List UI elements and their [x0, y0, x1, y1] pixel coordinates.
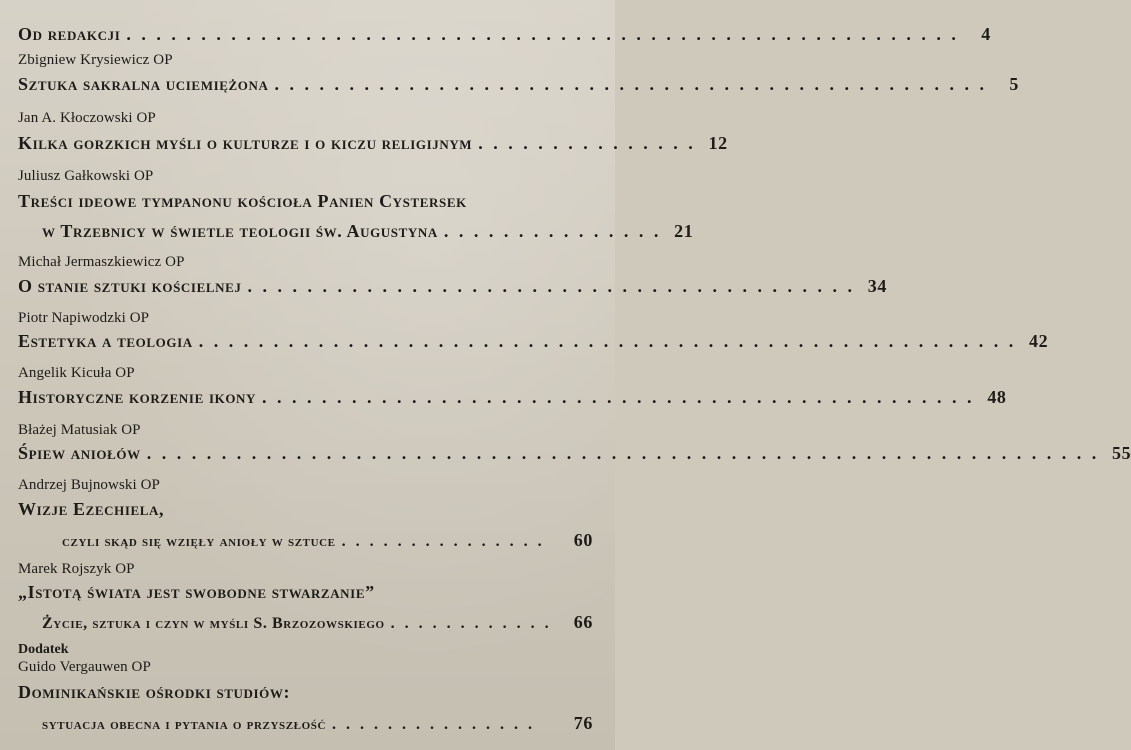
entry-title: O stanie sztuki kościelnej: [18, 276, 242, 296]
dot-leader: . . . . . . . . . . . . . . .: [443, 221, 662, 241]
entry-title: Kilka gorzkich myśli o kulturze i o kiczu religijnym: [18, 133, 473, 153]
author-name: Michał Jermaszkiewicz OP: [18, 254, 185, 270]
dot-leader: . . . . . . . . . . . . . . .: [478, 133, 696, 153]
author-name: Angelik Kicuła OP: [18, 365, 135, 381]
page-number: 5: [1009, 74, 1019, 94]
page-number: 60: [573, 530, 593, 550]
entry-title: Estetyka a teologia: [18, 331, 193, 351]
toc-entry: [18, 24, 991, 45]
toc-entry: [18, 387, 1007, 408]
author-name: Guido Vergauwen OP: [18, 659, 151, 675]
author-name: Juliusz Gałkowski OP: [18, 168, 154, 184]
author-name: Piotr Napiwodzki OP: [18, 310, 150, 326]
entry-title: Dominikańskie ośrodki studiów:: [18, 682, 291, 702]
dot-leader: . . . . . . . . . . . . . . .: [341, 533, 545, 550]
entry-title: Wizje Ezechiela,: [18, 499, 165, 519]
section-label: Dodatek: [18, 642, 69, 657]
entry-title-continuation: sytuacja obecna i pytania o przyszłość: [42, 716, 327, 733]
toc-entry: [18, 133, 728, 154]
page-number: 42: [1029, 331, 1049, 351]
toc-entry: [18, 443, 1131, 464]
toc-entry: [18, 331, 1049, 352]
dot-leader: . . . . . . . . . . . . . . . . . . . . . . . . . . . . . . . . . . . . . . . . .: [247, 276, 855, 296]
toc-entry: [42, 221, 694, 242]
author-name: Zbigniew Krysiewicz OP: [18, 52, 173, 68]
author-name: Błażej Matusiak OP: [18, 422, 141, 438]
page-number: 55: [1112, 443, 1131, 463]
entry-title: Sztuka sakralna uciemiężona: [18, 74, 269, 94]
entry-title: Historyczne korzenie ikony: [18, 387, 257, 407]
dot-leader: . . . . . . . . . . . . . . . . . . . . . . . . . . . . . . . . . . . . . . . . . . . . . . . . . . . . . . . .: [126, 24, 959, 44]
dot-leader: . . . . . . . . . . . .: [390, 615, 552, 632]
toc-entry: [18, 74, 1019, 95]
dot-leader: . . . . . . . . . . . . . . . . . . . . . . . . . . . . . . . . . . . . . . . . . . . . . . . . . . . . . . .: [198, 331, 1017, 351]
page-number: 76: [573, 713, 593, 733]
dot-leader: . . . . . . . . . . . . . . . . . . . . . . . . . . . . . . . . . . . . . . . . . . . . . . . . . . . . . . . . . . . . . . . .: [146, 443, 1100, 463]
author-name: Marek Rojszyk OP: [18, 561, 135, 577]
page-number: 4: [981, 24, 991, 44]
toc-entry: [62, 530, 593, 551]
dot-leader: . . . . . . . . . . . . . . . . . . . . . . . . . . . . . . . . . . . . . . . . . . . . . . . .: [274, 74, 987, 94]
page-number: 34: [867, 276, 887, 296]
page-number: 66: [573, 612, 593, 632]
toc-entry: [42, 713, 593, 734]
entry-title-continuation: w Trzebnicy w świetle teologii św. Augustyna: [42, 221, 438, 241]
toc-entry: [42, 612, 593, 633]
entry-title: Śpiew aniołów: [18, 443, 141, 463]
dot-leader: . . . . . . . . . . . . . . .: [332, 716, 536, 733]
page-number: 12: [708, 133, 728, 153]
author-name: Jan A. Kłoczowski OP: [18, 110, 156, 126]
toc-entry: [18, 276, 887, 297]
author-name: Andrzej Bujnowski OP: [18, 477, 160, 493]
dot-leader: . . . . . . . . . . . . . . . . . . . . . . . . . . . . . . . . . . . . . . . . . . . . . . . .: [262, 387, 975, 407]
entry-title-continuation: Życie, sztuka i czyn w myśli S. Brzozowskiego: [42, 615, 385, 632]
entry-title: Treści ideowe tympanonu kościoła Panien Cystersek: [18, 191, 467, 211]
page-number: 48: [987, 387, 1007, 407]
entry-title-continuation: czyli skąd się wzięły anioły w sztuce: [62, 533, 336, 550]
page-number: 21: [674, 221, 694, 241]
entry-title: Od redakcji: [18, 24, 121, 44]
entry-title: „Istotą świata jest swobodne stwarzanie”: [18, 582, 375, 602]
